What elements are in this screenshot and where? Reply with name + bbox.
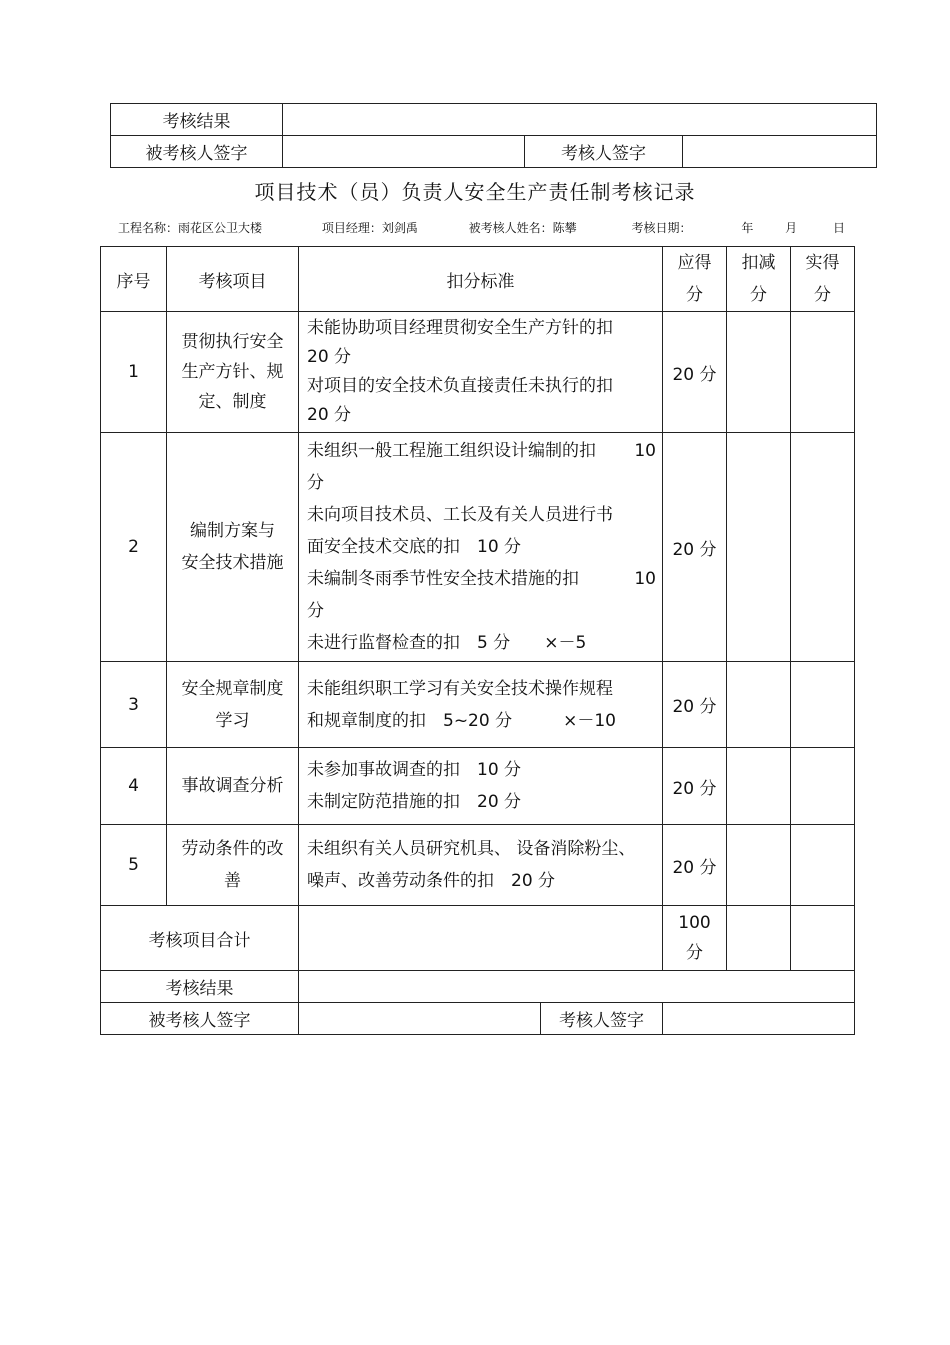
row-should-score: 20 分 bbox=[663, 662, 727, 748]
standard-line: 对项目的安全技术负直接责任未执行的扣 bbox=[307, 376, 613, 396]
table-row bbox=[101, 748, 855, 825]
standard-line: 和规章制度的扣 5~20 分 ×－10 bbox=[307, 710, 616, 731]
bottom-examinee-sign-field[interactable] bbox=[299, 1003, 541, 1035]
standard-line bbox=[307, 435, 656, 467]
total-row bbox=[101, 906, 855, 971]
standard-line: 未组织有关人员研究机具、 设备消除粉尘、 bbox=[307, 839, 636, 859]
row-actual-cell[interactable] bbox=[791, 312, 855, 433]
table-row bbox=[101, 312, 855, 433]
standard-line: 未制定防范措施的扣 20 分 bbox=[307, 792, 522, 812]
header-actual-l2: 分 bbox=[814, 285, 831, 305]
project-manager: 项目经理：刘剑禹 bbox=[321, 221, 418, 235]
exam-date-label: 考核日期： bbox=[631, 221, 692, 235]
table-row bbox=[101, 662, 855, 748]
row-actual-cell[interactable] bbox=[791, 748, 855, 825]
top-examiner-sign-field[interactable] bbox=[683, 136, 877, 168]
date-month: 月 bbox=[785, 221, 798, 235]
row-standard bbox=[299, 748, 663, 825]
table-row bbox=[101, 825, 855, 906]
row-should-score: 20 分 bbox=[663, 433, 727, 662]
row-standard bbox=[299, 312, 663, 433]
standard-line: 20 分 bbox=[307, 347, 352, 367]
row-should-score: 20 分 bbox=[663, 312, 727, 433]
standard-line: 未向项目技术员、工长及有关人员进行书 bbox=[307, 505, 613, 525]
row-deduct-cell[interactable] bbox=[727, 825, 791, 906]
header-row bbox=[101, 247, 855, 312]
date-day: 日 bbox=[832, 221, 845, 235]
standard-line: 面安全技术交底的扣 10 分 bbox=[307, 537, 522, 557]
item-line: 贯彻执行安全 bbox=[181, 332, 284, 352]
header-item: 考核项目 bbox=[167, 247, 299, 312]
header-standard: 扣分标准 bbox=[299, 247, 663, 312]
document-title: 项目技术（员）负责人安全生产责任制考核记录 bbox=[254, 180, 696, 204]
header-should-score bbox=[663, 247, 727, 312]
bottom-result-label: 考核结果 bbox=[101, 971, 299, 1003]
row-actual-cell[interactable] bbox=[791, 825, 855, 906]
table-row bbox=[101, 433, 855, 662]
bottom-examiner-sign-label: 考核人签字 bbox=[541, 1003, 663, 1035]
header-deduct-l1: 扣减 bbox=[741, 253, 776, 273]
total-label: 考核项目合计 bbox=[101, 906, 299, 971]
item-line: 编制方案与 bbox=[190, 521, 275, 541]
standard-line: 分 bbox=[307, 473, 324, 493]
row-seq: 4 bbox=[101, 748, 167, 825]
header-deduct bbox=[727, 247, 791, 312]
row-item bbox=[167, 825, 299, 906]
top-sign-row bbox=[111, 136, 877, 168]
total-score-l2: 分 bbox=[686, 943, 703, 963]
item-line: 安全技术措施 bbox=[181, 553, 284, 573]
row-seq: 3 bbox=[101, 662, 167, 748]
header-deduct-l2: 分 bbox=[750, 285, 767, 305]
row-actual-cell[interactable] bbox=[791, 433, 855, 662]
item-line: 善 bbox=[224, 871, 241, 891]
row-seq: 1 bbox=[101, 312, 167, 433]
row-seq: 5 bbox=[101, 825, 167, 906]
row-item bbox=[167, 662, 299, 748]
standard-text: 未组织一般工程施工组织设计编制的扣 bbox=[307, 441, 596, 461]
examinee-name: 被考核人姓名：陈攀 bbox=[468, 221, 577, 235]
top-examiner-sign-label: 考核人签字 bbox=[525, 136, 683, 168]
row-actual-cell[interactable] bbox=[791, 662, 855, 748]
standard-line bbox=[307, 563, 656, 595]
row-deduct-cell[interactable] bbox=[727, 748, 791, 825]
row-standard bbox=[299, 825, 663, 906]
row-standard bbox=[299, 433, 663, 662]
standard-text: 未编制冬雨季节性安全技术措施的扣 bbox=[307, 569, 579, 589]
bottom-result-field[interactable] bbox=[299, 971, 855, 1003]
total-score bbox=[663, 906, 727, 971]
standard-line: 未进行监督检查的扣 5 分 ×－5 bbox=[307, 633, 587, 653]
row-item bbox=[167, 312, 299, 433]
top-result-row bbox=[111, 104, 877, 136]
header-should-l1: 应得 bbox=[677, 253, 712, 273]
standard-line: 未参加事故调查的扣 10 分 bbox=[307, 760, 522, 780]
top-examinee-sign-field[interactable] bbox=[283, 136, 525, 168]
header-actual bbox=[791, 247, 855, 312]
top-result-label: 考核结果 bbox=[111, 104, 283, 136]
item-line: 定、制度 bbox=[198, 392, 267, 412]
bottom-examinee-sign-label: 被考核人签字 bbox=[101, 1003, 299, 1035]
item-line: 学习 bbox=[215, 710, 250, 731]
assessment-table bbox=[100, 246, 855, 1035]
total-score-l1: 100 bbox=[678, 913, 711, 933]
standard-line: 未能组织职工学习有关安全技术操作规程 bbox=[307, 678, 613, 699]
standard-line: 噪声、改善劳动条件的扣 20 分 bbox=[307, 871, 556, 891]
date-year: 年 bbox=[741, 221, 754, 235]
total-standard-cell bbox=[299, 906, 663, 971]
info-line bbox=[118, 219, 898, 236]
bottom-sign-row bbox=[101, 1003, 855, 1035]
top-examinee-sign-label: 被考核人签字 bbox=[111, 136, 283, 168]
header-should-l2: 分 bbox=[686, 285, 703, 305]
bottom-result-row bbox=[101, 971, 855, 1003]
row-should-score: 20 分 bbox=[663, 825, 727, 906]
standard-line: 分 bbox=[307, 601, 324, 621]
total-deduct-cell[interactable] bbox=[727, 906, 791, 971]
top-signature-table bbox=[110, 103, 877, 168]
total-actual-cell[interactable] bbox=[791, 906, 855, 971]
header-seq: 序号 bbox=[101, 247, 167, 312]
row-deduct-cell[interactable] bbox=[727, 312, 791, 433]
item-line: 劳动条件的改 bbox=[181, 839, 284, 859]
standard-score: 10 bbox=[634, 441, 656, 461]
row-standard bbox=[299, 662, 663, 748]
item-line: 安全规章制度 bbox=[181, 678, 284, 699]
row-item bbox=[167, 748, 299, 825]
row-item bbox=[167, 433, 299, 662]
row-should-score: 20 分 bbox=[663, 748, 727, 825]
bottom-examiner-sign-field[interactable] bbox=[663, 1003, 855, 1035]
project-name: 工程名称：雨花区公卫大楼 bbox=[118, 221, 263, 235]
row-deduct-cell[interactable] bbox=[727, 662, 791, 748]
top-result-field[interactable] bbox=[283, 104, 877, 136]
row-seq: 2 bbox=[101, 433, 167, 662]
standard-line: 未能协助项目经理贯彻安全生产方针的扣 bbox=[307, 318, 613, 338]
header-actual-l1: 实得 bbox=[805, 253, 840, 273]
row-deduct-cell[interactable] bbox=[727, 433, 791, 662]
standard-score: 10 bbox=[634, 569, 656, 589]
item-line: 事故调查分析 bbox=[181, 776, 284, 796]
standard-line: 20 分 bbox=[307, 405, 352, 425]
item-line: 生产方针、规 bbox=[181, 362, 284, 382]
